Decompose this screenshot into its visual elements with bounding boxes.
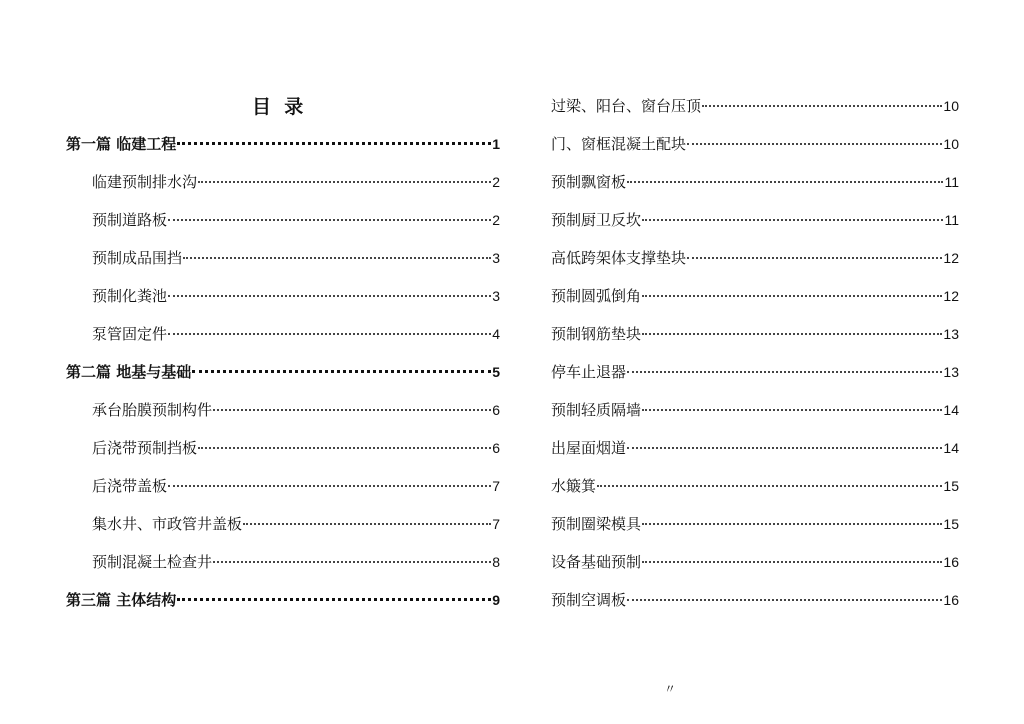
toc-entry[interactable] <box>551 505 959 543</box>
leader-dots <box>168 484 491 487</box>
toc-entry[interactable] <box>66 391 500 429</box>
toc-page-number: 10 <box>943 136 959 152</box>
toc-entry[interactable] <box>551 581 959 619</box>
toc-page-number: 3 <box>492 250 500 266</box>
toc-page-number: 11 <box>944 212 959 228</box>
toc-entry-label: 设备基础预制 <box>551 553 642 571</box>
toc-page-number: 10 <box>943 98 959 114</box>
toc-page-number: 13 <box>943 326 959 342</box>
toc-entry-label: 预制厨卫反坎 <box>551 211 642 229</box>
toc-entry-part-2[interactable] <box>66 353 500 391</box>
toc-entry-label: 第二篇 地基与基础 <box>66 363 192 381</box>
toc-entry-label: 预制钢筋垫块 <box>551 325 642 343</box>
toc-entry[interactable] <box>551 125 959 163</box>
toc-entry-label: 水簸箕 <box>551 477 597 495</box>
toc-entry[interactable] <box>551 201 959 239</box>
leader-dots <box>168 294 491 297</box>
toc-entry[interactable] <box>551 467 959 505</box>
toc-page-number: 16 <box>943 554 959 570</box>
toc-entry-label: 临建预制排水沟 <box>92 173 198 191</box>
toc-entry[interactable] <box>551 87 959 125</box>
toc-page-number: 4 <box>492 326 500 342</box>
toc-page-number: 15 <box>943 478 959 494</box>
toc-entry-label: 承台胎膜预制构件 <box>92 401 213 419</box>
toc-entry[interactable] <box>66 163 500 201</box>
leader-dots <box>627 370 942 373</box>
leader-dots <box>243 522 491 525</box>
toc-entry[interactable] <box>66 505 500 543</box>
leader-dots <box>627 180 943 183</box>
toc-entry[interactable] <box>551 543 959 581</box>
toc-page-number: 11 <box>944 174 959 190</box>
leader-dots <box>213 408 491 411</box>
toc-page-number: 2 <box>492 174 500 190</box>
toc-entry-label: 预制轻质隔墙 <box>551 401 642 419</box>
toc-entry-label: 预制成品围挡 <box>92 249 183 267</box>
leader-dots <box>192 369 491 373</box>
toc-entry[interactable] <box>551 315 959 353</box>
toc-entry[interactable] <box>66 277 500 315</box>
toc-page-number: 3 <box>492 288 500 304</box>
toc-page-number: 1 <box>492 136 500 152</box>
toc-page-number: 8 <box>492 554 500 570</box>
toc-entry-label: 泵管固定件 <box>92 325 168 343</box>
leader-dots <box>642 560 942 563</box>
leader-dots <box>702 104 942 107</box>
toc-entry-part-1[interactable] <box>66 125 500 163</box>
toc-entry-label: 第三篇 主体结构 <box>66 591 177 609</box>
toc-page-number: 16 <box>943 592 959 608</box>
leader-dots <box>597 484 942 487</box>
toc-page-number: 9 <box>492 592 500 608</box>
toc-entry-label: 预制道路板 <box>92 211 168 229</box>
toc-entry[interactable] <box>66 239 500 277</box>
toc-entry-label: 门、窗框混凝土配块 <box>551 135 687 153</box>
toc-entry-label: 后浇带预制挡板 <box>92 439 198 457</box>
toc-entry-label: 集水井、市政管井盖板 <box>92 515 243 533</box>
leader-dots <box>198 180 491 183</box>
toc-page-number: 14 <box>943 440 959 456</box>
toc-page-number: 15 <box>943 516 959 532</box>
leader-dots <box>177 141 491 145</box>
toc-page-number: 12 <box>943 250 959 266</box>
toc-entry[interactable] <box>66 201 500 239</box>
leader-dots <box>627 598 942 601</box>
toc-entry[interactable] <box>551 429 959 467</box>
toc-entry-label: 预制化粪池 <box>92 287 168 305</box>
toc-entry[interactable] <box>66 315 500 353</box>
leader-dots <box>213 560 491 563</box>
leader-dots <box>168 332 491 335</box>
toc-page-number: 12 <box>943 288 959 304</box>
toc-entry-label: 预制空调板 <box>551 591 627 609</box>
toc-entry[interactable] <box>551 391 959 429</box>
toc-title: 目 录 <box>252 96 304 118</box>
toc-entry-label: 出屋面烟道 <box>551 439 627 457</box>
leader-dots <box>642 408 942 411</box>
toc-entry-label: 预制飘窗板 <box>551 173 627 191</box>
toc-entry[interactable] <box>551 353 959 391</box>
toc-entry-label: 第一篇 临建工程 <box>66 135 177 153</box>
toc-page-number: 14 <box>943 402 959 418</box>
toc-entry-label: 预制圈梁模具 <box>551 515 642 533</box>
toc-entry[interactable] <box>551 163 959 201</box>
toc-right-column <box>551 87 959 619</box>
leader-dots <box>183 256 491 259</box>
toc-left-column <box>66 125 500 619</box>
toc-entry-label: 停车止退器 <box>551 363 627 381</box>
toc-entry-label: 过梁、阳台、窗台压顶 <box>551 97 702 115</box>
leader-dots <box>177 597 491 601</box>
toc-page-number: 2 <box>492 212 500 228</box>
toc-page-number: 5 <box>492 364 500 380</box>
toc-page-number: 7 <box>492 516 500 532</box>
toc-entry-label: 后浇带盖板 <box>92 477 168 495</box>
toc-page-number: 6 <box>492 440 500 456</box>
leader-dots <box>642 522 942 525</box>
toc-entry-label: 高低跨架体支撑垫块 <box>551 249 687 267</box>
toc-entry-label: 预制混凝土检查井 <box>92 553 213 571</box>
toc-entry[interactable] <box>66 467 500 505</box>
leader-dots <box>198 446 491 449</box>
toc-entry[interactable] <box>551 277 959 315</box>
leader-dots <box>642 332 942 335</box>
leader-dots <box>687 142 942 145</box>
leader-dots <box>642 294 942 297</box>
leader-dots <box>627 446 942 449</box>
toc-entry[interactable] <box>66 429 500 467</box>
toc-entry[interactable] <box>551 239 959 277</box>
leader-dots <box>168 218 491 221</box>
toc-page-number: 13 <box>943 364 959 380</box>
footer-mark: 〃 <box>664 682 677 696</box>
toc-entry-part-3[interactable] <box>66 581 500 619</box>
toc-entry[interactable] <box>66 543 500 581</box>
toc-entry-label: 预制圆弧倒角 <box>551 287 642 305</box>
toc-page-number: 6 <box>492 402 500 418</box>
leader-dots <box>642 218 943 221</box>
toc-page-number: 7 <box>492 478 500 494</box>
leader-dots <box>687 256 942 259</box>
